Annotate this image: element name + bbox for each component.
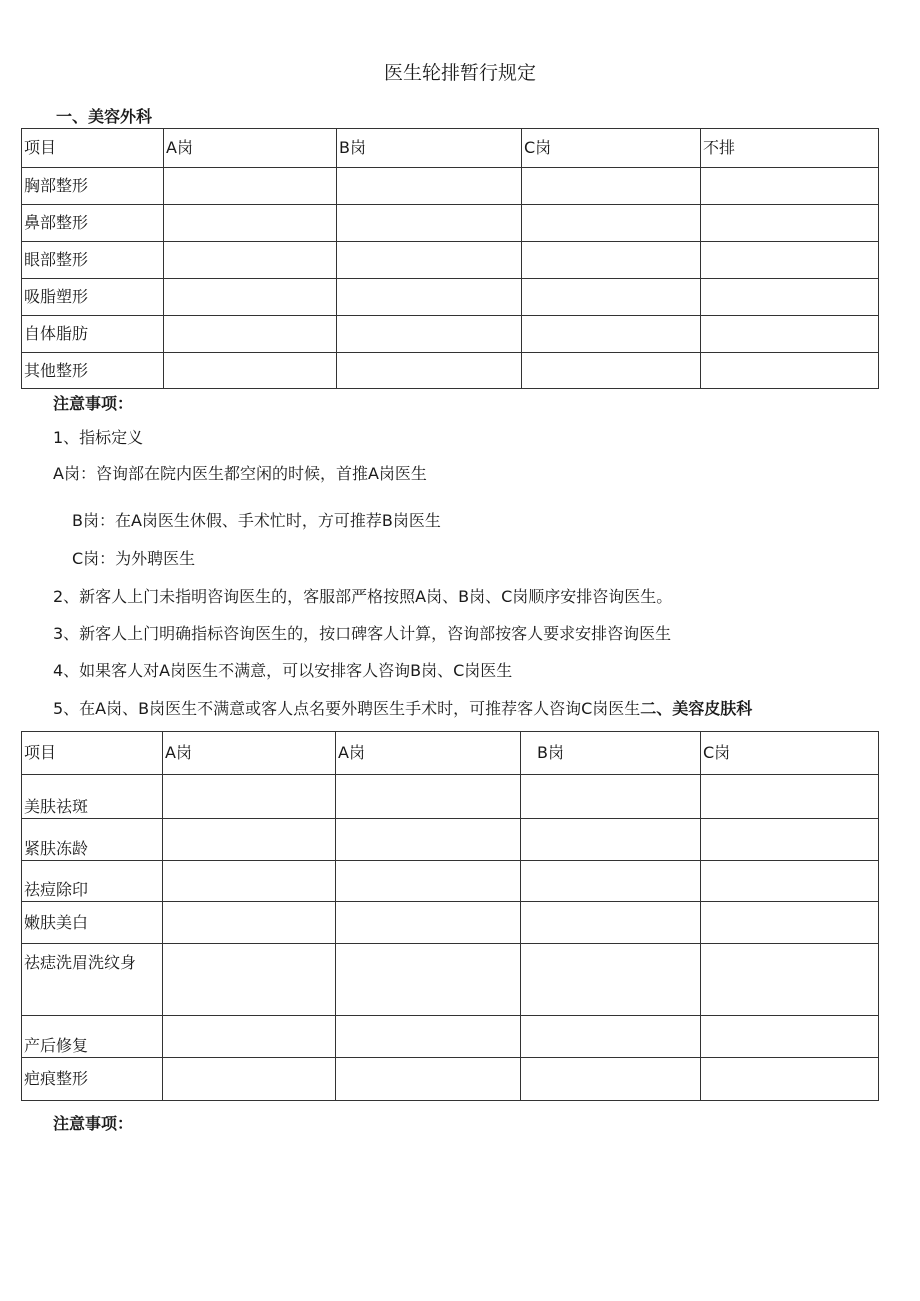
table-cell (336, 944, 521, 1016)
table-cell (701, 205, 879, 242)
table-cell (337, 242, 522, 279)
table-cell (522, 316, 701, 353)
column-header: 不排 (701, 129, 879, 168)
table-cell (522, 279, 701, 316)
table-cell (336, 902, 521, 944)
column-header: 项目 (22, 129, 164, 168)
section-heading-cosmetic-surgery: 一、美容外科 (56, 107, 153, 126)
table-cell (164, 279, 337, 316)
table-cell (701, 775, 879, 819)
table-cell (522, 353, 701, 389)
table-row (22, 205, 879, 242)
table-cell (164, 353, 337, 389)
table-cell (337, 168, 522, 205)
table-cell (521, 944, 701, 1016)
table-cell (163, 1058, 336, 1101)
table-row (22, 1058, 879, 1101)
table-cell (337, 353, 522, 389)
table-cell (701, 819, 879, 861)
row-label: 吸脂塑形 (22, 279, 164, 316)
table-row (22, 316, 879, 353)
table-cell (522, 168, 701, 205)
table-cell (521, 902, 701, 944)
note-item: B岗：在A岗医生休假、手术忙时，方可推荐B岗医生 (72, 511, 441, 530)
note-item: 1、指标定义 (53, 428, 144, 447)
row-label: 产后修复 (22, 1016, 163, 1058)
table-cell (163, 861, 336, 902)
table-cell (337, 279, 522, 316)
column-header: A岗 (164, 129, 337, 168)
table-row (22, 168, 879, 205)
table-cell (336, 1016, 521, 1058)
table-cell (521, 1016, 701, 1058)
notes-heading: 注意事项： (53, 394, 134, 413)
table-cell (701, 168, 879, 205)
table-cell (164, 205, 337, 242)
table-cell (701, 1016, 879, 1058)
table-cell (337, 316, 522, 353)
table-cell (522, 242, 701, 279)
table-row (22, 861, 879, 902)
column-header: C岗 (522, 129, 701, 168)
table-row (22, 819, 879, 861)
note-item: 3、新客人上门明确指标咨询医生的，按口碑客人计算，咨询部按客人要求安排咨询医生 (53, 624, 672, 643)
row-label: 美肤祛斑 (22, 775, 163, 819)
page-title: 医生轮排暂行规定 (383, 62, 536, 84)
table-cell (701, 902, 879, 944)
cosmetic-dermatology-table (21, 731, 879, 1101)
table-cell (164, 242, 337, 279)
table-cell (701, 944, 879, 1016)
table-cell (336, 775, 521, 819)
note-item (53, 698, 752, 720)
table-cell (336, 819, 521, 861)
row-label: 胸部整形 (22, 168, 164, 205)
table-row (22, 353, 879, 389)
table-row (22, 944, 879, 1016)
table-cell (521, 775, 701, 819)
table-cell (522, 205, 701, 242)
table-row (22, 279, 879, 316)
table-cell (164, 168, 337, 205)
table-header-row (22, 732, 879, 775)
table-cell (336, 1058, 521, 1101)
table-cell (163, 819, 336, 861)
row-label: 其他整形 (22, 353, 164, 389)
table-row (22, 775, 879, 819)
note-item: A岗：咨询部在院内医生都空闲的时候，首推A岗医生 (53, 464, 427, 483)
row-label: 鼻部整形 (22, 205, 164, 242)
table-cell (163, 902, 336, 944)
note-item: 4、如果客人对A岗医生不满意，可以安排客人咨询B岗、C岗医生 (53, 661, 513, 680)
row-label: 嫩肤美白 (22, 902, 163, 944)
row-label: 疤痕整形 (22, 1058, 163, 1101)
column-header: B岗 (521, 732, 701, 775)
table-row (22, 1016, 879, 1058)
column-header: C岗 (701, 732, 879, 775)
row-label: 祛痘除印 (22, 861, 163, 902)
table-cell (701, 316, 879, 353)
column-header: A岗 (163, 732, 336, 775)
table-row (22, 902, 879, 944)
table-cell (521, 819, 701, 861)
table-row (22, 242, 879, 279)
section-heading-cosmetic-dermatology: 二、美容皮肤科 (640, 699, 753, 718)
table-cell (336, 861, 521, 902)
table-cell (701, 279, 879, 316)
row-label: 紧肤冻龄 (22, 819, 163, 861)
table-cell (521, 861, 701, 902)
table-cell (701, 353, 879, 389)
column-header: B岗 (337, 129, 522, 168)
table-cell (701, 242, 879, 279)
row-label: 眼部整形 (22, 242, 164, 279)
column-header: A岗 (336, 732, 521, 775)
row-label: 自体脂肪 (22, 316, 164, 353)
table-cell (701, 861, 879, 902)
table-cell (337, 205, 522, 242)
table-cell (163, 944, 336, 1016)
table-cell (521, 1058, 701, 1101)
note-item: C岗：为外聘医生 (72, 549, 196, 568)
table-cell (163, 1016, 336, 1058)
column-header: 项目 (22, 732, 163, 775)
note-item: 2、新客人上门未指明咨询医生的，客服部严格按照A岗、B岗、C岗顺序安排咨询医生。 (53, 587, 673, 606)
table-cell (164, 316, 337, 353)
row-label: 祛痣洗眉洗纹身 (22, 944, 163, 1016)
note-item-text: 5、在A岗、B岗医生不满意或客人点名要外聘医生手术时，可推荐客人咨询C岗医生 (53, 699, 641, 718)
table-header-row (22, 129, 879, 168)
table-cell (701, 1058, 879, 1101)
cosmetic-surgery-table (21, 128, 879, 389)
table-cell (163, 775, 336, 819)
notes-heading: 注意事项： (53, 1114, 134, 1133)
